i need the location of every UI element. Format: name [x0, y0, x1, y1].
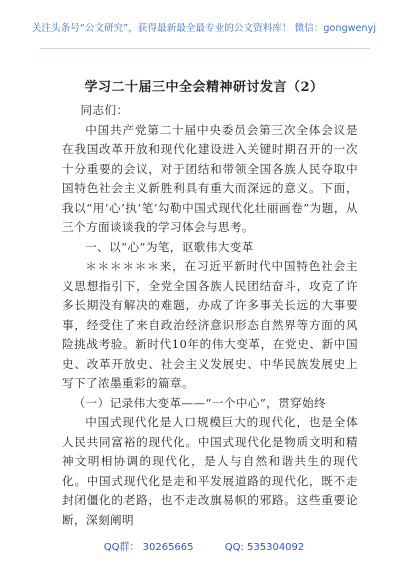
- section-heading-1: 一、以“心”为笔，讴歌伟大变革: [85, 239, 254, 254]
- footer-contact: [0, 538, 408, 553]
- paragraph-section-1: ＊＊＊＊＊＊来，在习近平新时代中国特色社会主义思想指引下，全党全国各族人民团结奋斗，攻克了许多长期没有解决的难题，办成了许多事关长远的大事要事，经受住了来自政治经济意识形态自然界等方面的风险挑战考验。新时代10年的伟大变革，在党史、新中国史、改革开放史、社会主义发展史、中华民族发展史上写下了浓墨重彩的篇章。: [62, 259, 358, 390]
- header-divider: [40, 48, 370, 49]
- paragraph-intro: 中国共产党第二十届中央委员会第三次全体会议是在我国改革开放和现代化建设进入关键时期召开的一次十分重要的会议，对于团结和带领全国各族人民夺取中国特色社会主义新胜利具有重大而深远的意义。下面，我以“用‘心’执‘笔’勾勒中国式现代化壮丽画卷”为题，从三个方面谈谈我的学习体会与思考。: [62, 122, 358, 234]
- qq-contact-link[interactable]: QQ: 535304092: [224, 542, 305, 553]
- document-body: [62, 101, 358, 530]
- qq-group-link[interactable]: QQ群： 30265665: [103, 542, 194, 553]
- document-title: 学习二十届三中全会精神研讨发言（2）: [84, 80, 324, 95]
- paragraph-subsection-1: 中国式现代化是人口规模巨大的现代化，也是全体人民共同富裕的现代化。中国式现代化是物质文明和精神文明相协调的现代化，是人与自然和谐共生的现代化。中国式现代化是走和平发展道路的现代化，既不走封闭僵化的老路，也不走改旗易帜的邪路。这些重要论断，深刻阐明: [62, 415, 358, 527]
- header-banner: 关注头条号“公文研究”，获得最新最全最专业的公文资料库！ 微信：gongwenyj: [31, 23, 377, 34]
- greeting: 同志们：: [80, 103, 129, 117]
- subsection-heading-1: （一）记录伟大变革——“一个中心”，贯穿始终: [73, 395, 327, 410]
